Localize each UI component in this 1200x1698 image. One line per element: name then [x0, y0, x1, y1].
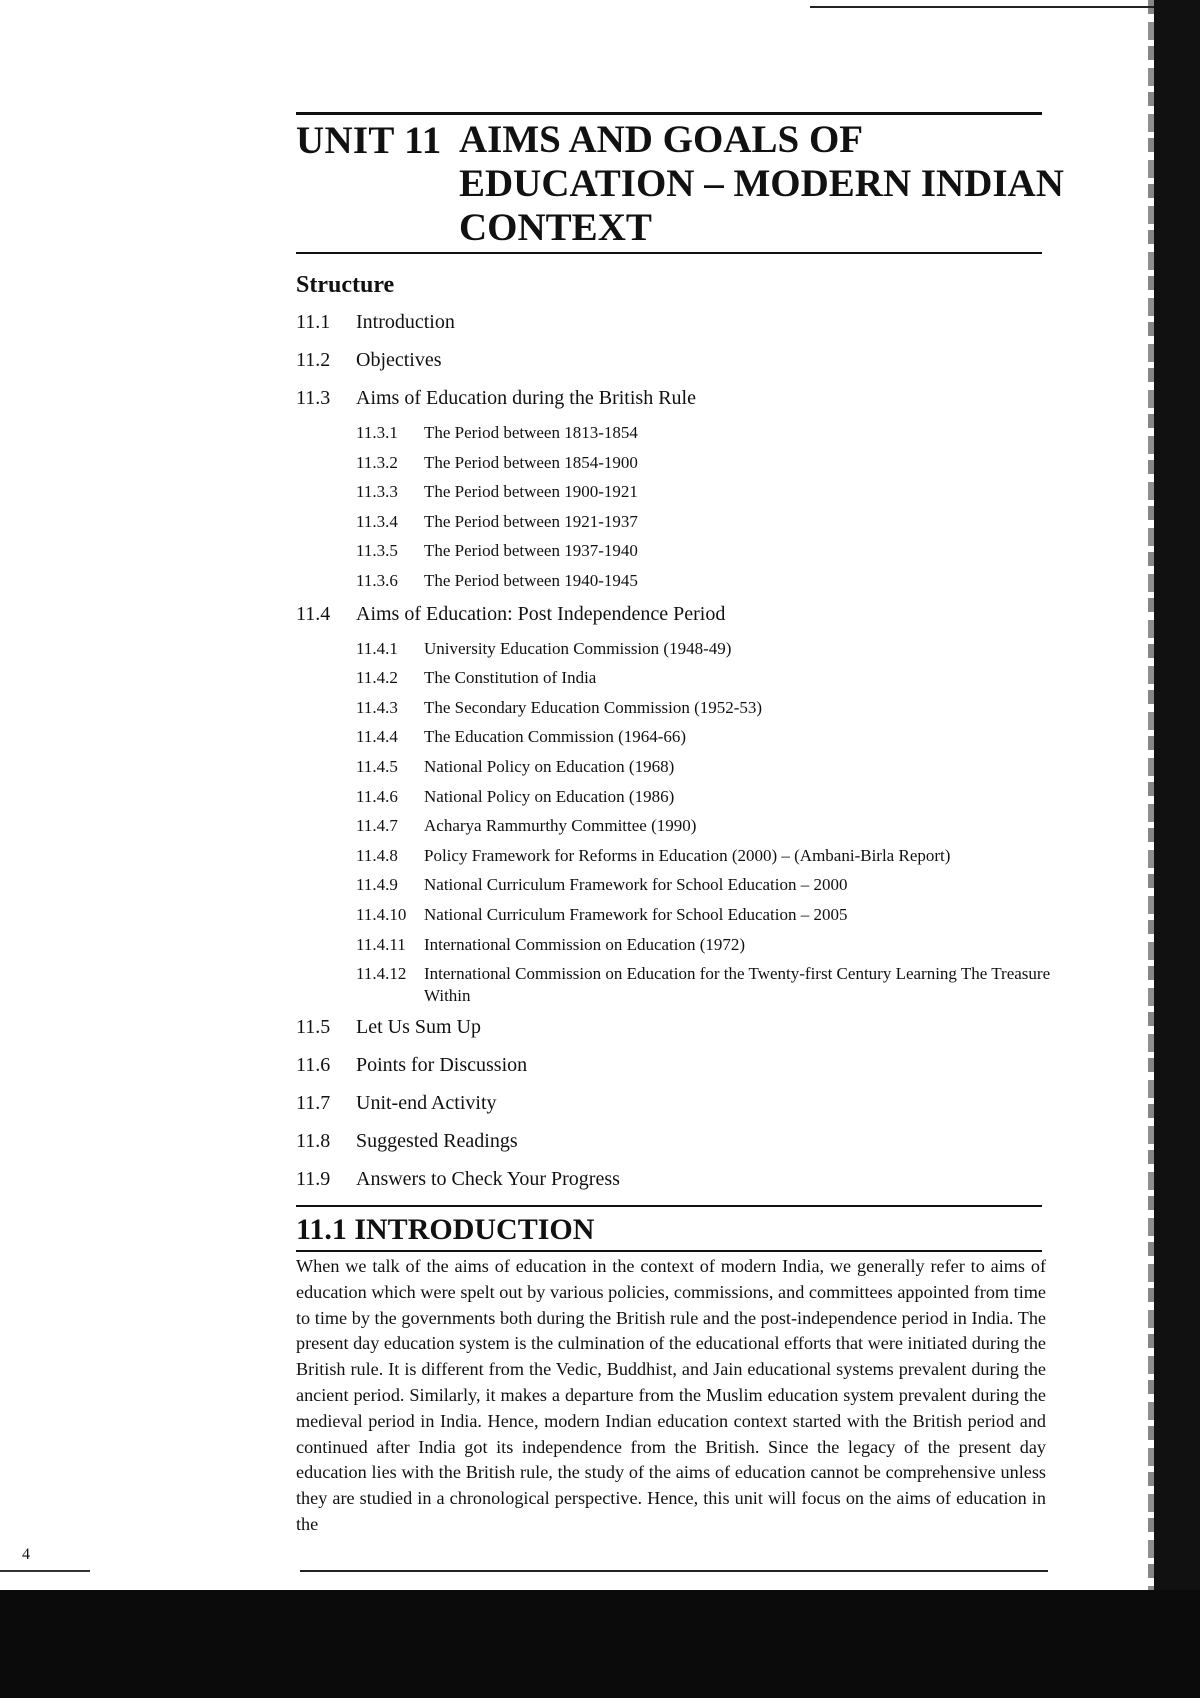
toc-item-title: Aims of Education during the British Rule: [356, 387, 696, 409]
toc-subitem: [296, 536, 1056, 566]
toc-item-title: Objectives: [356, 349, 442, 371]
footer-rule: [0, 1570, 1048, 1572]
toc-subitem: [296, 418, 1056, 448]
intro-paragraph: When we talk of the aims of education in the context of modern India, we generally refer to aims of education which were spelt out by various policies, commissions, and committees appointed from time to time by the governments both during the British rule and the post-independence period in India. The present day education system is the culmination of the educational efforts that were initiated during the British rule. It is different from the Vedic, Buddhist, and Jain educational systems prevalent during the ancient period. Similarly, it makes a departure from the Muslim education system prevalent during the medieval period in India. Hence, modern Indian education context started with the British period and continued after India got its independence from the British. Since the legacy of the present day education lies with the British rule, the study of the aims of education cannot be comprehensive unless they are studied in a chronological perspective. Hence, this unit will focus on the aims of education in the: [296, 1256, 1046, 1534]
toc-item-title: Suggested Readings: [356, 1130, 518, 1153]
toc-subitem-title: The Period between 1854-1900: [424, 452, 638, 472]
toc-subitem-number: 11.4.8: [356, 845, 398, 865]
toc-item: [296, 304, 1056, 342]
toc-subitem: [296, 900, 1056, 930]
toc-subitem: [296, 722, 1056, 752]
toc-subitem: [296, 959, 1056, 1009]
toc-subitem-number: 11.4.11: [356, 934, 406, 954]
toc-item: [296, 1085, 1056, 1123]
toc-subitem-number: 11.3.6: [356, 570, 398, 590]
toc-item-number: 11.5: [296, 1016, 331, 1039]
toc-subitem: [296, 841, 1056, 871]
toc-item-number: 11.4: [296, 602, 331, 625]
unit-title-line: CONTEXT: [459, 206, 652, 249]
page-number: 4: [22, 1546, 30, 1563]
toc-subitem: [296, 448, 1056, 478]
section-heading: 11.1 INTRODUCTION: [296, 1213, 595, 1246]
toc-subitem-number: 11.3.2: [356, 452, 398, 472]
toc-subitem-title: The Secondary Education Commission (1952-53): [424, 697, 763, 717]
toc-subitem-number: 11.4.4: [356, 727, 398, 747]
toc-subitem: [296, 870, 1056, 900]
toc-subitem-number: 11.4.12: [356, 964, 407, 984]
toc-subitem-number: 11.3.4: [356, 511, 398, 531]
toc-subitem-number: 11.3.5: [356, 541, 398, 561]
toc-item-title: Let Us Sum Up: [356, 1016, 481, 1039]
toc-item-number: 11.3: [296, 387, 331, 409]
toc-subitem-number: 11.4.3: [356, 697, 398, 717]
unit-title: [459, 118, 1064, 250]
toc-item: [296, 342, 1056, 380]
toc-subitem-number: 11.4.6: [356, 786, 398, 806]
toc-subitem-title: Policy Framework for Reforms in Education (2000) – (Ambani-Birla Report): [424, 845, 951, 865]
toc-subitem-title: The Period between 1813-1854: [424, 423, 638, 442]
toc-subitem-title: The Period between 1937-1940: [424, 541, 638, 561]
toc-subitem-number: 11.4.1: [356, 638, 398, 658]
unit-top-rule: [296, 112, 1042, 115]
scan-top-rule: [810, 6, 1200, 8]
unit-bottom-rule: [296, 252, 1042, 254]
toc-subitem-number: 11.3.1: [356, 423, 398, 442]
toc-subitem-title: University Education Commission (1948-49): [424, 638, 732, 658]
toc-subitem: [296, 782, 1056, 812]
toc-item: [296, 1123, 1056, 1161]
toc-item-number: 11.9: [296, 1168, 331, 1191]
toc-subitem: [296, 752, 1056, 782]
toc-item: [296, 1161, 1056, 1199]
toc-subitem: [296, 693, 1056, 723]
scan-right-edge: [1154, 0, 1200, 1590]
toc-subitem-number: 11.4.9: [356, 875, 398, 895]
intro-top-rule: [296, 1205, 1042, 1207]
toc-subitem-title: International Commission on Education for the Twenty-first Century Learning The Treasure Within: [424, 964, 1051, 1006]
toc-subitem-number: 11.4.5: [356, 756, 398, 776]
toc-subitem-title: National Curriculum Framework for School Education – 2000: [424, 875, 848, 895]
toc-item: [296, 380, 1056, 418]
toc-subitem-number: 11.4.2: [356, 668, 398, 688]
toc-item-title: Points for Discussion: [356, 1054, 528, 1077]
toc-subitem-title: The Period between 1940-1945: [424, 570, 638, 590]
toc-subitem-title: National Policy on Education (1968): [424, 756, 675, 776]
toc-item-number: 11.8: [296, 1130, 331, 1153]
toc-item-number: 11.6: [296, 1054, 331, 1077]
toc-subitem-title: The Constitution of India: [424, 668, 597, 688]
toc-item-number: 11.1: [296, 311, 331, 333]
unit-title-line: EDUCATION – MODERN INDIAN: [459, 162, 1064, 205]
toc-subitem-title: National Curriculum Framework for School Education – 2005: [424, 904, 848, 924]
toc-subitem: [296, 811, 1056, 841]
toc-item: [296, 1009, 1056, 1047]
intro-heading-rule: [296, 1250, 1042, 1252]
toc-subitem-title: National Policy on Education (1986): [424, 786, 675, 806]
toc-subitem: [296, 634, 1056, 664]
toc-item-title: Aims of Education: Post Independence Period: [356, 602, 726, 625]
toc-subitem-title: The Period between 1921-1937: [424, 511, 638, 531]
scan-bottom-band: [0, 1590, 1200, 1698]
toc-subitem: [296, 566, 1056, 596]
unit-label: UNIT 11: [296, 119, 442, 162]
toc-subitem-title: The Period between 1900-1921: [424, 482, 638, 502]
toc-subitem: [296, 663, 1056, 693]
toc-subitem-number: 11.3.3: [356, 482, 398, 502]
toc-subitem-title: The Education Commission (1964-66): [424, 727, 687, 747]
toc-item: [296, 1047, 1056, 1085]
toc-subitem-number: 11.4.10: [356, 904, 407, 924]
unit-title-line: AIMS AND GOALS OF: [459, 118, 864, 161]
toc-item-title: Introduction: [356, 311, 455, 333]
toc-item-title: Unit-end Activity: [356, 1092, 497, 1115]
toc-subitem-title: Acharya Rammurthy Committee (1990): [424, 816, 697, 836]
toc-subitem: [296, 477, 1056, 507]
toc-item-title: Answers to Check Your Progress: [356, 1168, 620, 1191]
toc-subitem-number: 11.4.7: [356, 816, 398, 836]
toc-item: [296, 596, 1056, 634]
table-of-contents: [296, 304, 1056, 1199]
toc-subitem: [296, 507, 1056, 537]
toc-subitem-title: International Commission on Education (1972): [424, 934, 746, 954]
structure-heading: Structure: [296, 272, 395, 298]
toc-subitem: [296, 930, 1056, 960]
toc-item-number: 11.2: [296, 349, 331, 371]
toc-item-number: 11.7: [296, 1092, 331, 1115]
